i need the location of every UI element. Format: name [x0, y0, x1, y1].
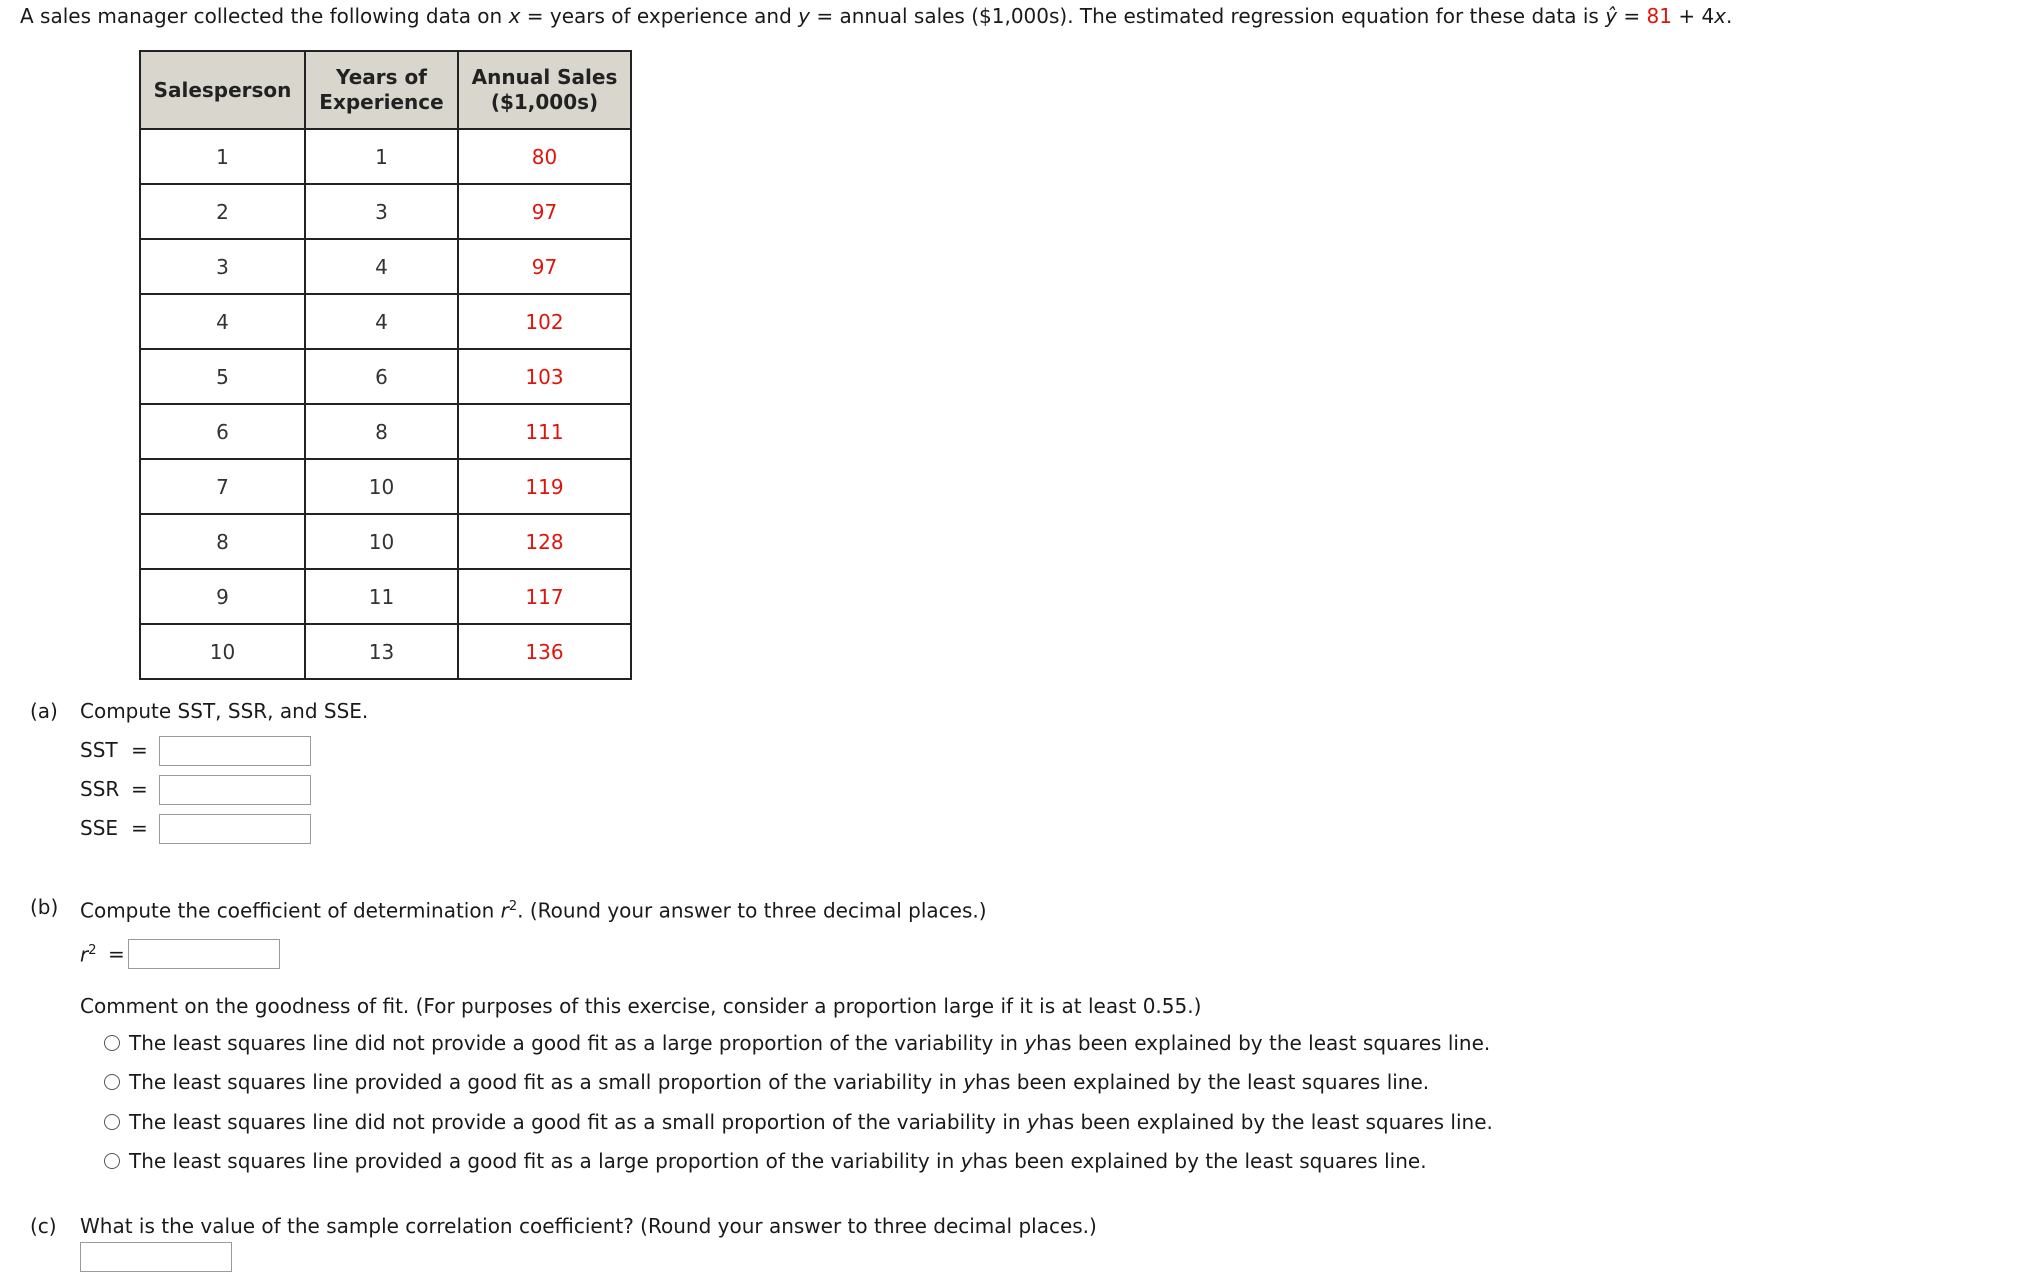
header-sales: Annual Sales ($1,000s) [458, 51, 631, 129]
sst-equals: = [131, 738, 148, 762]
ssr-input[interactable] [159, 775, 311, 805]
sales-cell: 117 [458, 569, 631, 624]
intercept-value: 81 [1646, 4, 1672, 28]
salesperson-cell: 4 [140, 294, 305, 349]
radio-button[interactable] [104, 1074, 120, 1090]
sales-cell: 102 [458, 294, 631, 349]
salesperson-cell: 8 [140, 514, 305, 569]
sales-cell: 103 [458, 349, 631, 404]
ssr-label: SSR [80, 777, 120, 801]
salesperson-cell: 3 [140, 239, 305, 294]
salesperson-cell: 1 [140, 129, 305, 184]
goodness-of-fit-prompt: Comment on the goodness of fit. (For purposes of this exercise, consider a proportion large if it is at least 0.55.) [80, 994, 1202, 1018]
ssr-equals: = [131, 777, 148, 801]
table-row [140, 184, 631, 239]
salesperson-cell: 7 [140, 459, 305, 514]
years-cell: 3 [305, 184, 458, 239]
sales-cell: 111 [458, 404, 631, 459]
radio-button[interactable] [104, 1114, 120, 1130]
salesperson-cell: 2 [140, 184, 305, 239]
radio-button[interactable] [104, 1153, 120, 1169]
salesperson-cell: 5 [140, 349, 305, 404]
table-row [140, 624, 631, 679]
years-cell: 8 [305, 404, 458, 459]
problem-statement: A sales manager collected the following data on x = years of experience and y = annual sales ($1,000s). The estimated regression equation for these data is ŷ = 81 + 4x. [20, 4, 1733, 28]
sales-cell: 97 [458, 239, 631, 294]
header-years: Years of Experience [305, 51, 458, 129]
correlation-input[interactable] [80, 1242, 232, 1272]
sales-cell: 136 [458, 624, 631, 679]
part-a-prompt: Compute SST, SSR, and SSE. [80, 699, 369, 723]
data-table [139, 50, 632, 680]
years-cell: 10 [305, 459, 458, 514]
part-a-marker: (a) [30, 699, 58, 723]
table-row [140, 514, 631, 569]
sse-input[interactable] [159, 814, 311, 844]
r2-label: $r^2$ [80, 942, 97, 967]
sales-cell: 119 [458, 459, 631, 514]
years-cell: 13 [305, 624, 458, 679]
years-cell: 4 [305, 294, 458, 349]
sse-label: SSE [80, 816, 119, 840]
sales-cell: 97 [458, 184, 631, 239]
table-row [140, 349, 631, 404]
fit-option-4[interactable]: The least squares line provided a good fit as a large proportion of the variability in y has been explained by the least squares line. [104, 1147, 1427, 1175]
table-row [140, 569, 631, 624]
part-c-prompt: What is the value of the sample correlation coefficient? (Round your answer to three decimal places.) [80, 1214, 1097, 1238]
salesperson-cell: 6 [140, 404, 305, 459]
table-row [140, 294, 631, 349]
part-c-marker: (c) [30, 1214, 57, 1238]
table-row [140, 129, 631, 184]
table-row [140, 459, 631, 514]
sst-input[interactable] [159, 736, 311, 766]
years-cell: 11 [305, 569, 458, 624]
fit-option-3[interactable]: The least squares line did not provide a good fit as a small proportion of the variability in y has been explained by the least squares line. [104, 1108, 1493, 1136]
fit-option-2[interactable]: The least squares line provided a good fit as a small proportion of the variability in y has been explained by the least squares line. [104, 1068, 1429, 1096]
part-b-marker: (b) [30, 895, 59, 919]
years-cell: 6 [305, 349, 458, 404]
years-cell: 10 [305, 514, 458, 569]
sst-label: SST [80, 738, 118, 762]
r2-equals: = [108, 942, 125, 966]
header-salesperson: Salesperson [140, 51, 305, 129]
salesperson-cell: 9 [140, 569, 305, 624]
sales-cell: 80 [458, 129, 631, 184]
years-cell: 1 [305, 129, 458, 184]
radio-button[interactable] [104, 1035, 120, 1051]
table-row [140, 404, 631, 459]
table-row [140, 239, 631, 294]
fit-option-1[interactable]: The least squares line did not provide a good fit as a large proportion of the variability in y has been explained by the least squares line. [104, 1029, 1490, 1057]
salesperson-cell: 10 [140, 624, 305, 679]
part-b-prompt: Compute the coefficient of determination $r^2$. (Round your answer to three decimal places.) [80, 898, 987, 923]
sales-cell: 128 [458, 514, 631, 569]
sse-equals: = [131, 816, 148, 840]
r2-input[interactable] [128, 939, 280, 969]
years-cell: 4 [305, 239, 458, 294]
